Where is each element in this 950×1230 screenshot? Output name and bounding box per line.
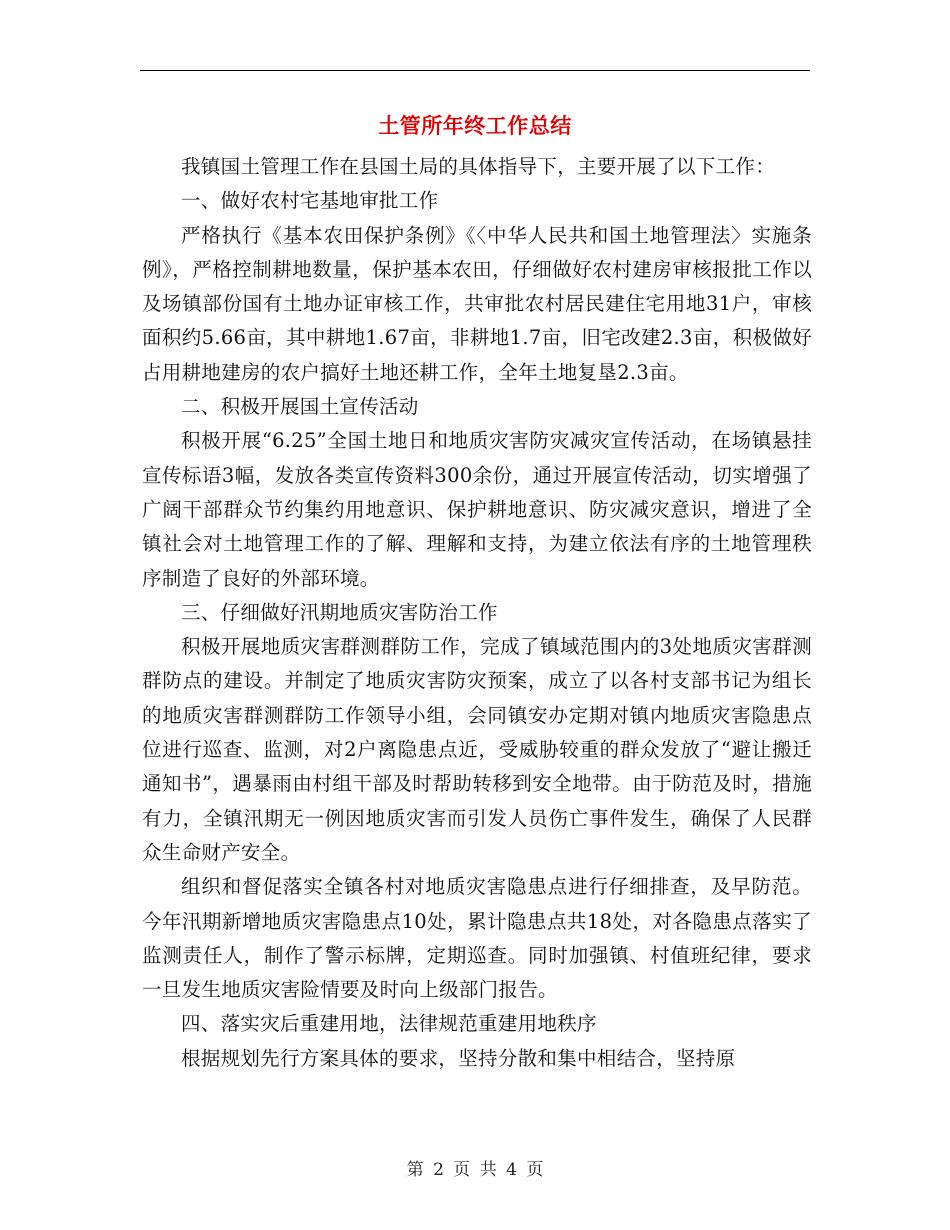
page-title: 土管所年终工作总结 xyxy=(378,114,572,138)
document-body xyxy=(142,150,812,1076)
page-footer: 第 2 页 共 4 页 xyxy=(406,1160,544,1180)
paragraph: 积极开展地质灾害群测群防工作，完成了镇域范围内的3处地质灾害群测群防点的建设。并制定了地质灾害防灾预案，成立了以各村支部书记为组长的地质灾害群测群防工作领导小组，会同镇安办定期对镇内地质灾害隐患点位进行巡查、监测，对2户离隐患点近，受威胁较重的群众发放了“避让搬迁通知书”，遇暴雨由村组干部及时帮助转移到安全地带。由于防范及时，措施有力，全镇汛期无一例因地质灾害而引发人员伤亡事件发生，确保了人民群众生命财产安全。 xyxy=(142,635,812,864)
section-heading-4: 四、落实灾后重建用地，法律规范重建用地秩序 xyxy=(181,1012,597,1036)
paragraph: 根据规划先行方案具体的要求，坚持分散和集中相结合，坚持原 xyxy=(181,1046,736,1070)
paragraph-intro: 我镇国土管理工作在县国土局的具体指导下，主要开展了以下工作： xyxy=(181,155,776,178)
section-heading-2: 二、积极开展国土宣传活动 xyxy=(181,395,419,419)
paragraph: 组织和督促落实全镇各村对地质灾害隐患点进行仔细排查，及早防范。今年汛期新增地质灾害隐患点10处，累计隐患点共18处，对各隐患点落实了监测责任人，制作了警示标牌，定期巡查。同时加强镇、村值班纪律，要求一旦发生地质灾害险情要及时向上级部门报告。 xyxy=(142,875,812,1002)
section-heading-1: 一、做好农村宅基地审批工作 xyxy=(181,189,439,213)
paragraph: 积极开展“6.25”全国土地日和地质灾害防灾减灾宣传活动，在场镇悬挂宣传标语3幅，发放各类宣传资料300余份，通过开展宣传活动，切实增强了广阔干部群众节约集约用地意识、保护耕地意识、防灾减灾意识，增进了全镇社会对土地管理工作的了解、理解和支持，为建立依法有序的土地管理秩序制造了良好的外部环境。 xyxy=(142,429,812,590)
paragraph: 严格执行《基本农田保护条例》《〈中华人民共和国土地管理法〉实施条例》，严格控制耕地数量，保护基本农田，仔细做好农村建房审核报批工作以及场镇部份国有土地办证审核工作，共审批农村居民建住宅用地31户，审核面积约5.66亩，其中耕地1.67亩，非耕地1.7亩，旧宅改建2.3亩，积极做好占用耕地建房的农户搞好土地还耕工作，全年土地复垦2.3亩。 xyxy=(142,223,812,384)
section-heading-3: 三、仔细做好汛期地质灾害防治工作 xyxy=(181,600,498,624)
header-rule xyxy=(140,70,810,71)
